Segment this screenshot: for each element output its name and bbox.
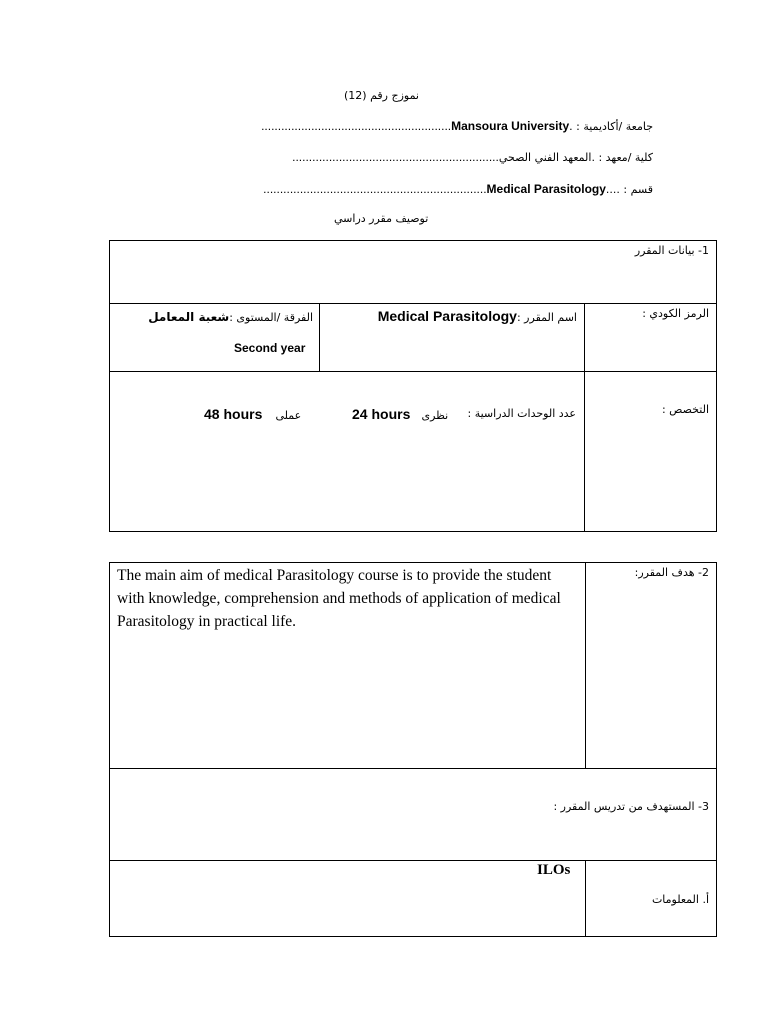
faculty-label: كلية /معهد : . (591, 151, 653, 164)
section1-title: 1- بيانات المقرر (634, 244, 709, 257)
level-value: شعبة المعامل (148, 310, 230, 324)
course-name-label: اسم المقرر : (516, 311, 577, 324)
ilos-title: ILOs (537, 862, 571, 878)
table1-divider-1 (109, 303, 717, 304)
table1-col-divider-left (319, 303, 320, 371)
specialization-label: التخصص : (661, 403, 709, 416)
course-aim-text: The main aim of medical Parasitology course is to provide the student with knowledge, comprehension and methods of application of medical Parasitology in practical life. (117, 567, 561, 630)
university-line (261, 119, 653, 133)
theory-label: نظرى (421, 409, 449, 422)
faculty-value: المعهد الفني الصحي (498, 151, 592, 164)
department-label: قسم : .... (605, 183, 653, 196)
form-number: نموزج رقم (12) (344, 89, 419, 102)
course-data-table (109, 240, 717, 532)
theory-cell (352, 404, 448, 423)
theory-hours: 24 hours (352, 406, 411, 422)
table1-col-divider-right (584, 303, 585, 532)
course-description-title: توصيف مقرر دراسي (334, 212, 429, 225)
university-dots: ......................................................... (261, 119, 452, 133)
knowledge-label: أ. المعلومات (651, 893, 709, 906)
table2-col-divider-bottom (585, 860, 586, 937)
university-value: Mansoura University (451, 119, 570, 133)
faculty-dots: .............................................................. (292, 150, 499, 164)
level-cell (148, 306, 313, 325)
table2-divider-2 (109, 860, 717, 861)
code-label: الرمز الكودي : (642, 307, 709, 320)
department-line (263, 182, 653, 196)
practical-hours: 48 hours (204, 406, 263, 422)
level-year: Second year (234, 341, 306, 355)
course-name-value: Medical Parasitology (377, 308, 517, 324)
section3-title: 3- المستهدف من تدريس المقرر : (553, 800, 709, 813)
table2-col-divider-top (585, 562, 586, 768)
table2-divider-1 (109, 768, 717, 769)
department-value: Medical Parasitology (486, 182, 606, 196)
table1-divider-2 (109, 371, 717, 372)
section2-title: 2- هدف المقرر: (634, 566, 709, 579)
department-dots: ................................................................... (263, 182, 487, 196)
practical-label: عملى (275, 409, 302, 422)
course-name-cell (378, 306, 577, 325)
faculty-line (292, 150, 653, 164)
units-label: عدد الوحدات الدراسية : (467, 407, 576, 420)
university-label: جامعة /أكاديمية : . (569, 120, 653, 133)
level-label: الفرقة /المستوى : (229, 311, 313, 324)
practical-cell (204, 404, 301, 423)
